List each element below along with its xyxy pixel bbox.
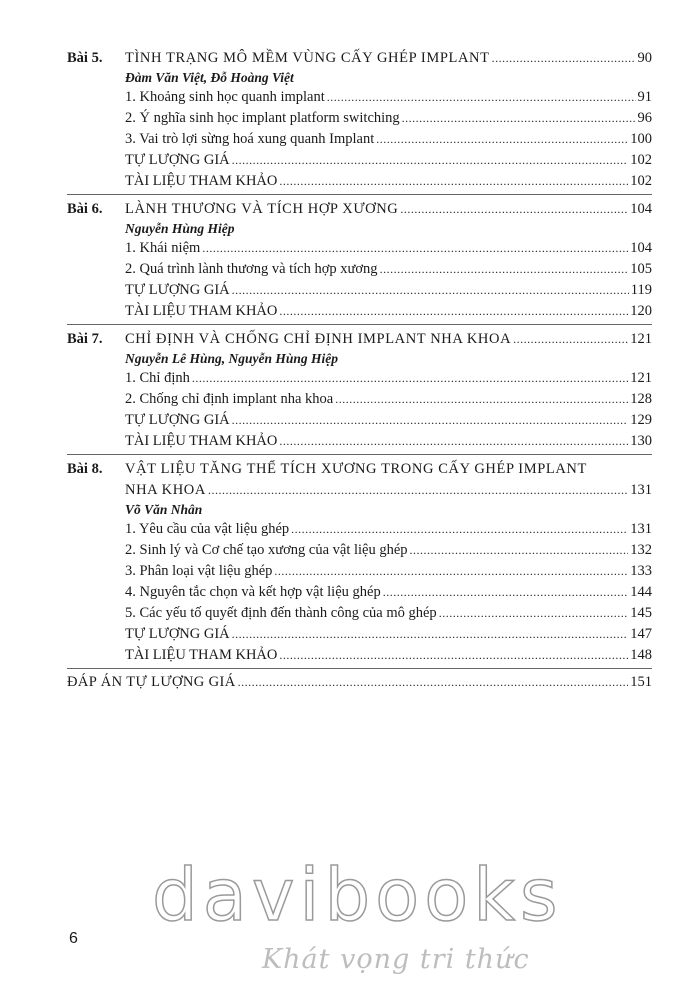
chapter-title: TÌNH TRẠNG MÔ MỀM VÙNG CẤY GHÉP IMPLANT: [125, 50, 490, 66]
watermark-tagline: Khát vọng tri thức: [262, 944, 530, 975]
toc-item-text: 5. Các yếu tố quyết định đến thành công của mô ghép: [125, 605, 437, 621]
toc-item-text: TỰ LƯỢNG GIÁ: [125, 626, 230, 642]
toc-item-page: 147: [630, 626, 652, 642]
toc-item: [67, 150, 652, 171]
toc-item-text: 1. Chỉ định: [125, 370, 190, 386]
toc-item-text: 2. Chống chỉ định implant nha khoa: [125, 391, 334, 407]
toc-item: [67, 431, 652, 452]
toc-item-page: 121: [630, 370, 652, 386]
toc-item-page: 131: [630, 521, 652, 537]
table-of-contents: [67, 48, 652, 693]
toc-item: [67, 87, 652, 108]
toc-item: [67, 561, 652, 582]
toc-item-text: 3. Vai trò lợi sừng hoá xung quanh Implant: [125, 131, 375, 147]
toc-item: [67, 603, 652, 624]
toc-item: [67, 389, 652, 410]
dot-leader: [279, 171, 628, 192]
toc-item-page: 130: [630, 433, 652, 449]
toc-item: [67, 540, 652, 561]
toc-item-page: 133: [630, 563, 652, 579]
toc-item-text: 4. Nguyên tắc chọn và kết hợp vật liệu ghép: [125, 584, 381, 600]
toc-item-text: 2. Sinh lý và Cơ chế tạo xương của vật liệu ghép: [125, 542, 408, 558]
chapter-title: NHA KHOA: [125, 482, 206, 498]
chapter-authors: Nguyễn Hùng Hiệp: [125, 221, 235, 236]
chapter-title-row: [67, 48, 652, 69]
toc-item-text: TỰ LƯỢNG GIÁ: [125, 412, 230, 428]
chapter-page: 131: [630, 482, 652, 498]
chapter-bai-5: [67, 48, 652, 195]
chapter-label: Bài 7.: [67, 331, 103, 347]
chapter-page: 90: [637, 50, 652, 66]
answer-key-page: 151: [630, 674, 652, 690]
toc-item-page: 102: [630, 152, 652, 168]
chapter-title: CHỈ ĐỊNH VÀ CHỐNG CHỈ ĐỊNH IMPLANT NHA KHOA: [125, 331, 512, 347]
dot-leader: [410, 540, 629, 561]
chapter-label: Bài 6.: [67, 201, 103, 217]
toc-item: [67, 410, 652, 431]
toc-item-text: TÀI LIỆU THAM KHẢO: [125, 303, 278, 319]
toc-item-text: TÀI LIỆU THAM KHẢO: [125, 173, 278, 189]
page-number: 6: [69, 930, 78, 947]
chapter-authors: Võ Văn Nhân: [125, 502, 203, 517]
dot-leader: [202, 238, 628, 259]
dot-leader: [513, 329, 628, 350]
toc-item: [67, 582, 652, 603]
toc-item: [67, 519, 652, 540]
dot-leader: [279, 431, 628, 452]
chapter-bai-6: [67, 199, 652, 325]
toc-item-page: 105: [630, 261, 652, 277]
toc-item: [67, 259, 652, 280]
dot-leader: [232, 150, 629, 171]
chapter-page: 121: [630, 331, 652, 347]
dot-leader: [291, 519, 628, 540]
toc-item-page: 100: [630, 131, 652, 147]
toc-item-text: TỰ LƯỢNG GIÁ: [125, 152, 230, 168]
chapter-title-row: [67, 199, 652, 220]
chapter-bai-8: [67, 459, 652, 669]
chapter-title-row: [67, 459, 652, 480]
toc-item: [67, 171, 652, 192]
chapter-label: Bài 8.: [67, 461, 103, 477]
chapter-title: LÀNH THƯƠNG VÀ TÍCH HỢP XƯƠNG: [125, 201, 399, 217]
toc-item-text: 2. Ý nghĩa sinh học implant platform switching: [125, 110, 400, 126]
toc-item-page: 144: [630, 584, 652, 600]
toc-item-text: 2. Quá trình lành thương và tích hợp xương: [125, 261, 378, 277]
dot-leader: [376, 129, 628, 150]
toc-item-text: TÀI LIỆU THAM KHẢO: [125, 433, 278, 449]
dot-leader: [274, 561, 628, 582]
toc-item-text: TỰ LƯỢNG GIÁ: [125, 282, 230, 298]
toc-item-page: 96: [637, 110, 652, 126]
toc-item-page: 132: [630, 542, 652, 558]
chapter-bai-7: [67, 329, 652, 455]
chapter-title-first-line: VẬT LIỆU TĂNG THỂ TÍCH XƯƠNG TRONG CẤY GHÉP IMPLANT: [125, 461, 587, 477]
toc-item-page: 91: [637, 89, 652, 105]
toc-item: [67, 238, 652, 259]
dot-leader: [383, 582, 629, 603]
dot-leader: [439, 603, 629, 624]
toc-item: [67, 129, 652, 150]
chapter-page: 104: [630, 201, 652, 217]
dot-leader: [279, 645, 628, 666]
dot-leader: [400, 199, 628, 220]
dot-leader: [238, 672, 629, 693]
dot-leader: [279, 301, 628, 322]
answer-key-title: ĐÁP ÁN TỰ LƯỢNG GIÁ: [67, 674, 236, 690]
answer-key-row: [67, 672, 652, 693]
dot-leader: [208, 480, 628, 501]
toc-item-page: 104: [630, 240, 652, 256]
toc-item: [67, 280, 652, 301]
dot-leader: [380, 259, 629, 280]
dot-leader: [192, 368, 628, 389]
dot-leader: [327, 87, 636, 108]
chapter-title-row: [67, 329, 652, 350]
toc-item-page: 128: [630, 391, 652, 407]
chapter-authors: Đàm Văn Việt, Đỗ Hoàng Việt: [125, 70, 294, 85]
dot-leader: [335, 389, 628, 410]
toc-item: [67, 301, 652, 322]
toc-item-text: 3. Phân loại vật liệu ghép: [125, 563, 273, 579]
toc-item-page: 120: [630, 303, 652, 319]
dot-leader: [492, 48, 636, 69]
toc-item-text: 1. Khái niệm: [125, 240, 201, 256]
dot-leader: [232, 280, 629, 301]
toc-item-text: 1. Yêu cầu của vật liệu ghép: [125, 521, 290, 537]
watermark-brand: davibooks: [152, 853, 563, 937]
toc-item: [67, 624, 652, 645]
chapter-label: Bài 5.: [67, 50, 103, 66]
toc-item-text: TÀI LIỆU THAM KHẢO: [125, 647, 278, 663]
toc-item-text: 1. Khoảng sinh học quanh implant: [125, 89, 325, 105]
toc-item-page: 148: [630, 647, 652, 663]
dot-leader: [232, 624, 629, 645]
toc-item-page: 145: [630, 605, 652, 621]
toc-item-page: 129: [630, 412, 652, 428]
toc-item-page: 119: [630, 282, 652, 298]
chapter-title-row-continued: [67, 480, 652, 501]
toc-item: [67, 645, 652, 666]
toc-item: [67, 108, 652, 129]
toc-item-page: 102: [630, 173, 652, 189]
dot-leader: [402, 108, 636, 129]
toc-item: [67, 368, 652, 389]
chapter-authors: Nguyễn Lê Hùng, Nguyễn Hùng Hiệp: [125, 351, 339, 366]
dot-leader: [232, 410, 629, 431]
